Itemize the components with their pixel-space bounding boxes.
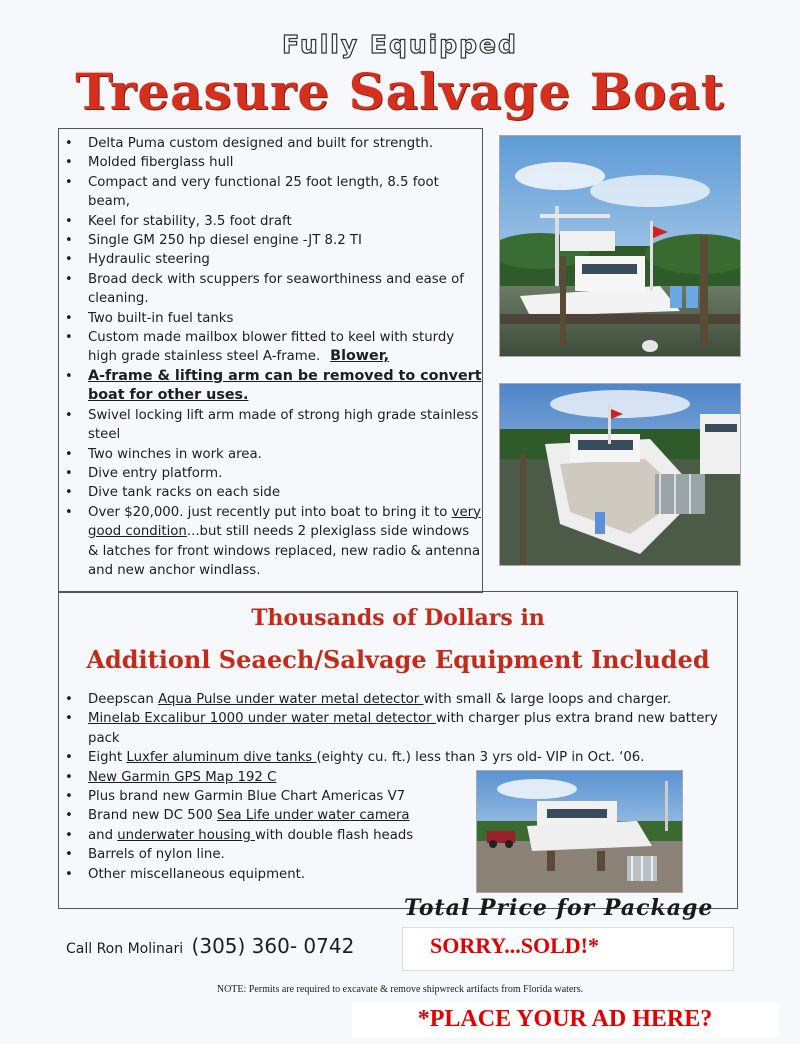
list-item: • Molded fiberglass hull xyxy=(62,153,482,172)
over-text-a: Over $20,000. just recently put into boat to bring it to xyxy=(88,504,452,520)
contact-line xyxy=(66,934,354,958)
equip-underlined: New Garmin GPS Map 192 C xyxy=(88,769,277,785)
price-heading: Total Price for Package xyxy=(404,895,714,921)
list-item: • Compact and very functional 25 foot length, 8.5 foot beam, xyxy=(62,173,482,212)
list-item: • Two winches in work area. xyxy=(62,445,482,464)
features-list xyxy=(62,134,482,580)
flyer-subtitle: Fully Equipped xyxy=(282,30,518,59)
list-item: • Delta Puma custom designed and built for strength. xyxy=(62,134,482,153)
flyer-title: Treasure Salvage Boat xyxy=(75,62,725,121)
list-item xyxy=(62,748,732,767)
blower-text: Custom made mailbox blower fitted to keel with sturdy high grade stainless steel A-frame. xyxy=(88,330,455,365)
sold-badge: SORRY...SOLD!* xyxy=(402,927,734,971)
list-item: • Hydraulic steering xyxy=(62,250,482,269)
equip-underlined: underwater housing xyxy=(117,827,256,843)
list-item: • Keel for stability, 3.5 foot draft xyxy=(62,212,482,231)
over-text-b: ...but still needs 2 plexiglass side windows & latches for front windows replaced, new radio & antenna and new anchor windlass. xyxy=(88,524,481,578)
equip-post: with small & large loops and charger. xyxy=(423,692,672,707)
contact-label: Call Ron Molinari xyxy=(66,941,184,957)
equip-pre: and xyxy=(88,827,118,843)
list-item: • Swivel locking lift arm made of strong high grade stainless steel xyxy=(62,406,482,445)
list-item xyxy=(62,328,482,367)
list-item: • Single GM 250 hp diesel engine -JT 8.2 TI xyxy=(62,231,482,250)
boat-marina-photo xyxy=(499,135,741,357)
equip-post: with double flash heads xyxy=(255,827,414,843)
list-item: • Dive entry platform. xyxy=(62,464,482,483)
contact-phone: (305) 360- 0742 xyxy=(191,934,355,958)
blower-bold-label: Blower, xyxy=(330,348,390,365)
place-ad-banner[interactable]: *PLACE YOUR AD HERE? xyxy=(352,1002,778,1038)
boat-yard-photo xyxy=(476,770,683,893)
equipment-heading-text1: Thousands of Dollars in xyxy=(251,605,545,631)
blower-removable-note: A-frame & lifting arm can be removed to convert boat for other uses. xyxy=(88,367,482,404)
equip-post: with charger plus extra brand new battery pack xyxy=(88,711,718,746)
boat-deck-photo xyxy=(499,383,741,566)
list-item xyxy=(62,709,732,748)
list-item xyxy=(62,690,732,709)
list-item: • Two built-in fuel tanks xyxy=(62,309,482,328)
equip-pre: Deepscan xyxy=(88,692,159,707)
equipment-heading-line1 xyxy=(58,605,738,631)
equipment-heading-text2: Additionl Seaech/Salvage Equipment Included xyxy=(86,645,710,674)
equip-pre: Barrels of nylon line. xyxy=(88,847,225,863)
equip-pre: Brand new DC 500 xyxy=(88,808,217,824)
equip-underlined: Luxfer aluminum dive tanks xyxy=(126,750,317,766)
list-item xyxy=(62,503,482,581)
equip-underlined: Aqua Pulse under water metal detector xyxy=(158,692,424,707)
equip-underlined: Minelab Excalibur 1000 under water metal detector xyxy=(88,711,436,727)
list-item: • Dive tank racks on each side xyxy=(62,483,482,502)
permit-note: NOTE: Permits are required to excavate & remove shipwreck artifacts from Florida waters. xyxy=(216,984,584,995)
equip-pre: Eight xyxy=(88,750,127,766)
equip-pre: Plus brand new Garmin Blue Chart Americas V7 xyxy=(88,789,406,805)
equip-post: (eighty cu. ft.) less than 3 yrs old- VIP in Oct. ‘06. xyxy=(316,750,645,766)
equip-pre: Other miscellaneous equipment. xyxy=(88,866,306,882)
list-item: • Broad deck with scuppers for seaworthiness and ease of cleaning. xyxy=(62,270,482,309)
equip-underlined: Sea Life under water camera xyxy=(216,808,410,824)
over-condition: very good condition xyxy=(88,504,481,540)
equipment-heading-line2 xyxy=(58,645,738,674)
blower-note xyxy=(62,367,482,406)
